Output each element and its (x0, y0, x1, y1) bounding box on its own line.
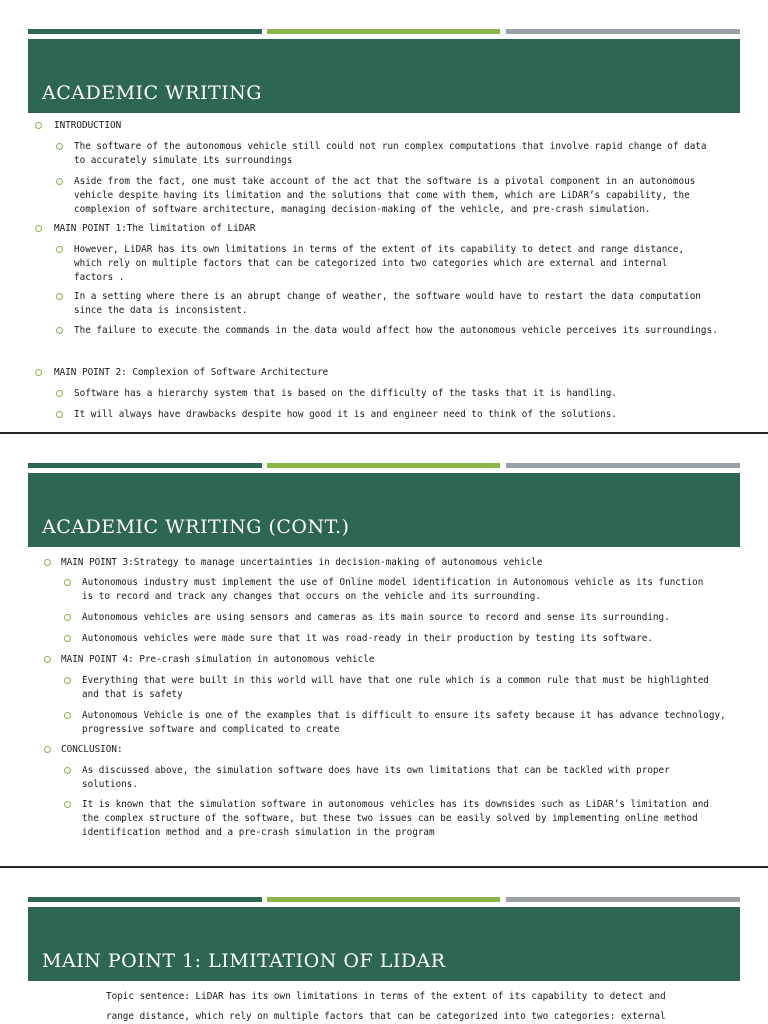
bullet-text: Aside from the fact, one must take account of the act that the software is a pivotal component in an autonomous vehicle despite having its limitation and the solutions that come with them, which are LiDAR’s capability, the complexion of software architecture, managing decision-making of the vehicle, and pre-crash simulation. (74, 176, 696, 215)
circle-bullet-icon (56, 411, 63, 418)
accent-stripe-gray (506, 463, 740, 468)
bullet-text: The failure to execute the commands in the data would affect how the autonomous vehicle perceives its surroundings. (74, 325, 718, 336)
accent-stripe-green (267, 29, 500, 34)
accent-stripe-gray (506, 897, 740, 902)
circle-bullet-icon (35, 122, 42, 129)
circle-bullet-icon (64, 614, 71, 621)
circle-bullet-icon (64, 801, 71, 808)
slide-title: MAIN POINT 1: LIMITATION OF LIDAR (42, 950, 446, 972)
bullet-text: It is known that the simulation software in autonomous vehicles has its downsides such as LiDAR’s limitation and the complex structure of the software, but these two issues can be easily solved by implementing online method identification method and a pre-crash simulation in the program (82, 799, 709, 838)
circle-bullet-icon (44, 746, 51, 753)
title-banner (28, 907, 740, 981)
circle-bullet-icon (64, 635, 71, 642)
bullet-text: Autonomous vehicles were made sure that it was road-ready in their production by testing its software. (82, 633, 653, 644)
circle-bullet-icon (44, 656, 51, 663)
title-banner (28, 473, 740, 547)
accent-stripe-dark (28, 897, 262, 902)
slide-title: ACADEMIC WRITING (CONT.) (42, 516, 350, 538)
circle-bullet-icon (56, 390, 63, 397)
circle-bullet-icon (64, 767, 71, 774)
accent-stripe-dark (28, 29, 262, 34)
slide-title: ACADEMIC WRITING (42, 82, 262, 104)
accent-stripe-dark (28, 463, 262, 468)
bullet-text: Software has a hierarchy system that is based on the difficulty of the tasks that it is handling. (74, 388, 617, 399)
accent-stripe-green (267, 463, 500, 468)
bullet-text: MAIN POINT 1:The limitation of LiDAR (54, 223, 256, 234)
bullet-text: Autonomous Vehicle is one of the examples that is difficult to ensure its safety because it has advance technology, progressive software and complicated to create (82, 710, 726, 735)
slide-3 (0, 868, 768, 1024)
circle-bullet-icon (56, 327, 63, 334)
title-banner (28, 39, 740, 113)
topic-sentence: Topic sentence: LiDAR has its own limitations in terms of the extent of its capability to detect and range distance, which rely on multiple factors that can be categorized into two categories: external (106, 991, 666, 1022)
circle-bullet-icon (64, 712, 71, 719)
bullet-text: However, LiDAR has its own limitations in terms of the extent of its capability to detect and range distance, which rely on multiple factors that can be categorized into two categories which are external and internal factors . (74, 244, 685, 283)
circle-bullet-icon (44, 559, 51, 566)
accent-stripes (28, 897, 740, 902)
accent-stripes (28, 29, 740, 34)
accent-stripe-green (267, 897, 500, 902)
bullet-text: MAIN POINT 2: Complexion of Software Architecture (54, 367, 329, 378)
bullet-text: Autonomous vehicles are using sensors and cameras as its main source to record and sense its surrounding. (82, 612, 670, 623)
accent-stripes (28, 463, 740, 468)
circle-bullet-icon (64, 579, 71, 586)
circle-bullet-icon (56, 143, 63, 150)
circle-bullet-icon (64, 677, 71, 684)
bullet-text: Autonomous industry must implement the use of Online model identification in Autonomous vehicle as its function is to record and track any changes that occurs on the vehicle and its surrounding. (82, 577, 704, 602)
bullet-text: The software of the autonomous vehicle still could not run complex computations that involve rapid change of data to accurately simulate its surroundings (74, 141, 707, 166)
bullet-text: In a setting where there is an abrupt change of weather, the software would have to restart the data computation since the data is inconsistent. (74, 291, 701, 316)
bullet-text: As discussed above, the simulation software does have its own limitations that can be tackled with proper solutions. (82, 765, 670, 790)
slide-1 (0, 0, 768, 432)
circle-bullet-icon (56, 178, 63, 185)
circle-bullet-icon (35, 369, 42, 376)
accent-stripe-gray (506, 29, 740, 34)
bullet-text: MAIN POINT 3:Strategy to manage uncertainties in decision-making of autonomous vehicle (61, 557, 543, 568)
bullet-text: Everything that were built in this world will have that one rule which is a common rule that must be highlighted and that is safety (82, 675, 709, 700)
circle-bullet-icon (56, 293, 63, 300)
bullet-text: It will always have drawbacks despite how good it is and engineer need to think of the solutions. (74, 409, 617, 420)
slide-2 (0, 434, 768, 866)
bullet-text: MAIN POINT 4: Pre-crash simulation in autonomous vehicle (61, 654, 375, 665)
bullet-text: INTRODUCTION (54, 120, 122, 131)
circle-bullet-icon (56, 246, 63, 253)
circle-bullet-icon (35, 225, 42, 232)
bullet-text: CONCLUSION: (61, 744, 123, 755)
